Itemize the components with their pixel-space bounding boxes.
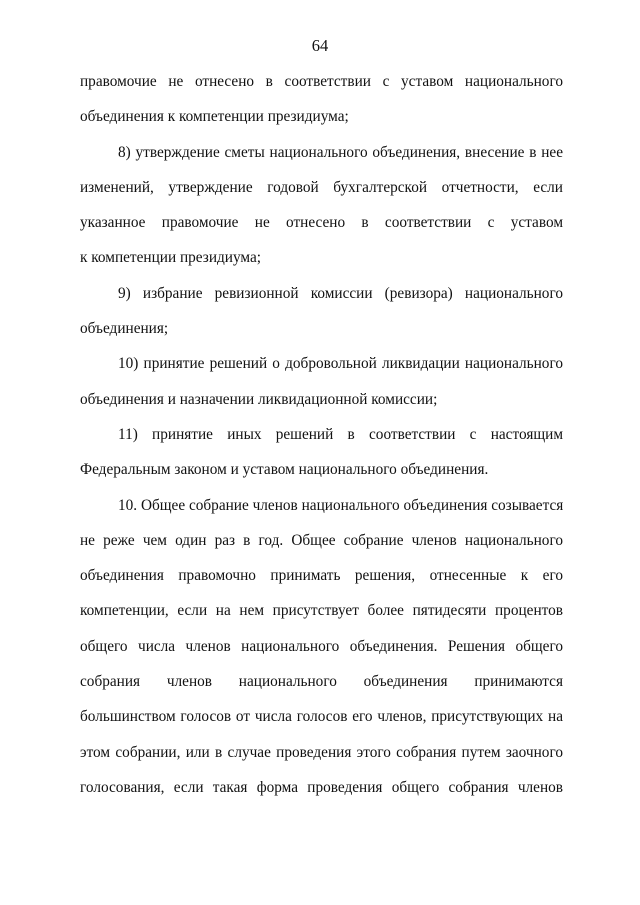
text-line: общего числа членов национального объединения. Решения общего (80, 637, 563, 655)
text-line: изменений, утверждение годовой бухгалтерской отчетности, если (80, 178, 563, 196)
text-line: собрания членов национального объединения принимаются (80, 673, 563, 691)
text-line: объединения правомочно принимать решения, отнесенные к его (80, 567, 563, 585)
text-line: 8) утверждение сметы национального объединения, внесение в нее (118, 143, 563, 161)
text-line: большинством голосов от числа голосов его членов, присутствующих на (80, 708, 563, 726)
text-line: объединения и назначении ликвидационной комиссии; (80, 390, 438, 408)
text-line: 10) принятие решений о добровольной ликвидации национального (118, 355, 563, 373)
text-line: объединения к компетенции президиума; (80, 108, 349, 126)
text-line: правомочие не отнесено в соответствии с уставом национального (80, 73, 563, 90)
text-line: голосования, если такая форма проведения общего собрания членов (80, 778, 563, 796)
text-line: не реже чем один раз в год. Общее собрание членов национального (80, 531, 563, 549)
text-line: этом собрании, или в случае проведения этого собрания путем заочного (80, 743, 563, 761)
text-line: объединения; (80, 320, 169, 338)
document-body (80, 64, 563, 805)
text-line: 9) избрание ревизионной комиссии (ревизора) национального (118, 284, 563, 302)
text-line: к компетенции президиума; (80, 249, 262, 267)
page-number: 64 (311, 36, 329, 55)
text-line: Федеральным законом и уставом национального объединения. (80, 461, 489, 479)
text-line: 10. Общее собрание членов национального объединения созывается (118, 496, 563, 514)
text-line: компетенции, если на нем присутствует более пятидесяти процентов (80, 602, 563, 620)
text-line: 11) принятие иных решений в соответствии с настоящим (118, 425, 563, 443)
text-line: указанное правомочие не отнесено в соответствии с уставом (80, 214, 563, 232)
